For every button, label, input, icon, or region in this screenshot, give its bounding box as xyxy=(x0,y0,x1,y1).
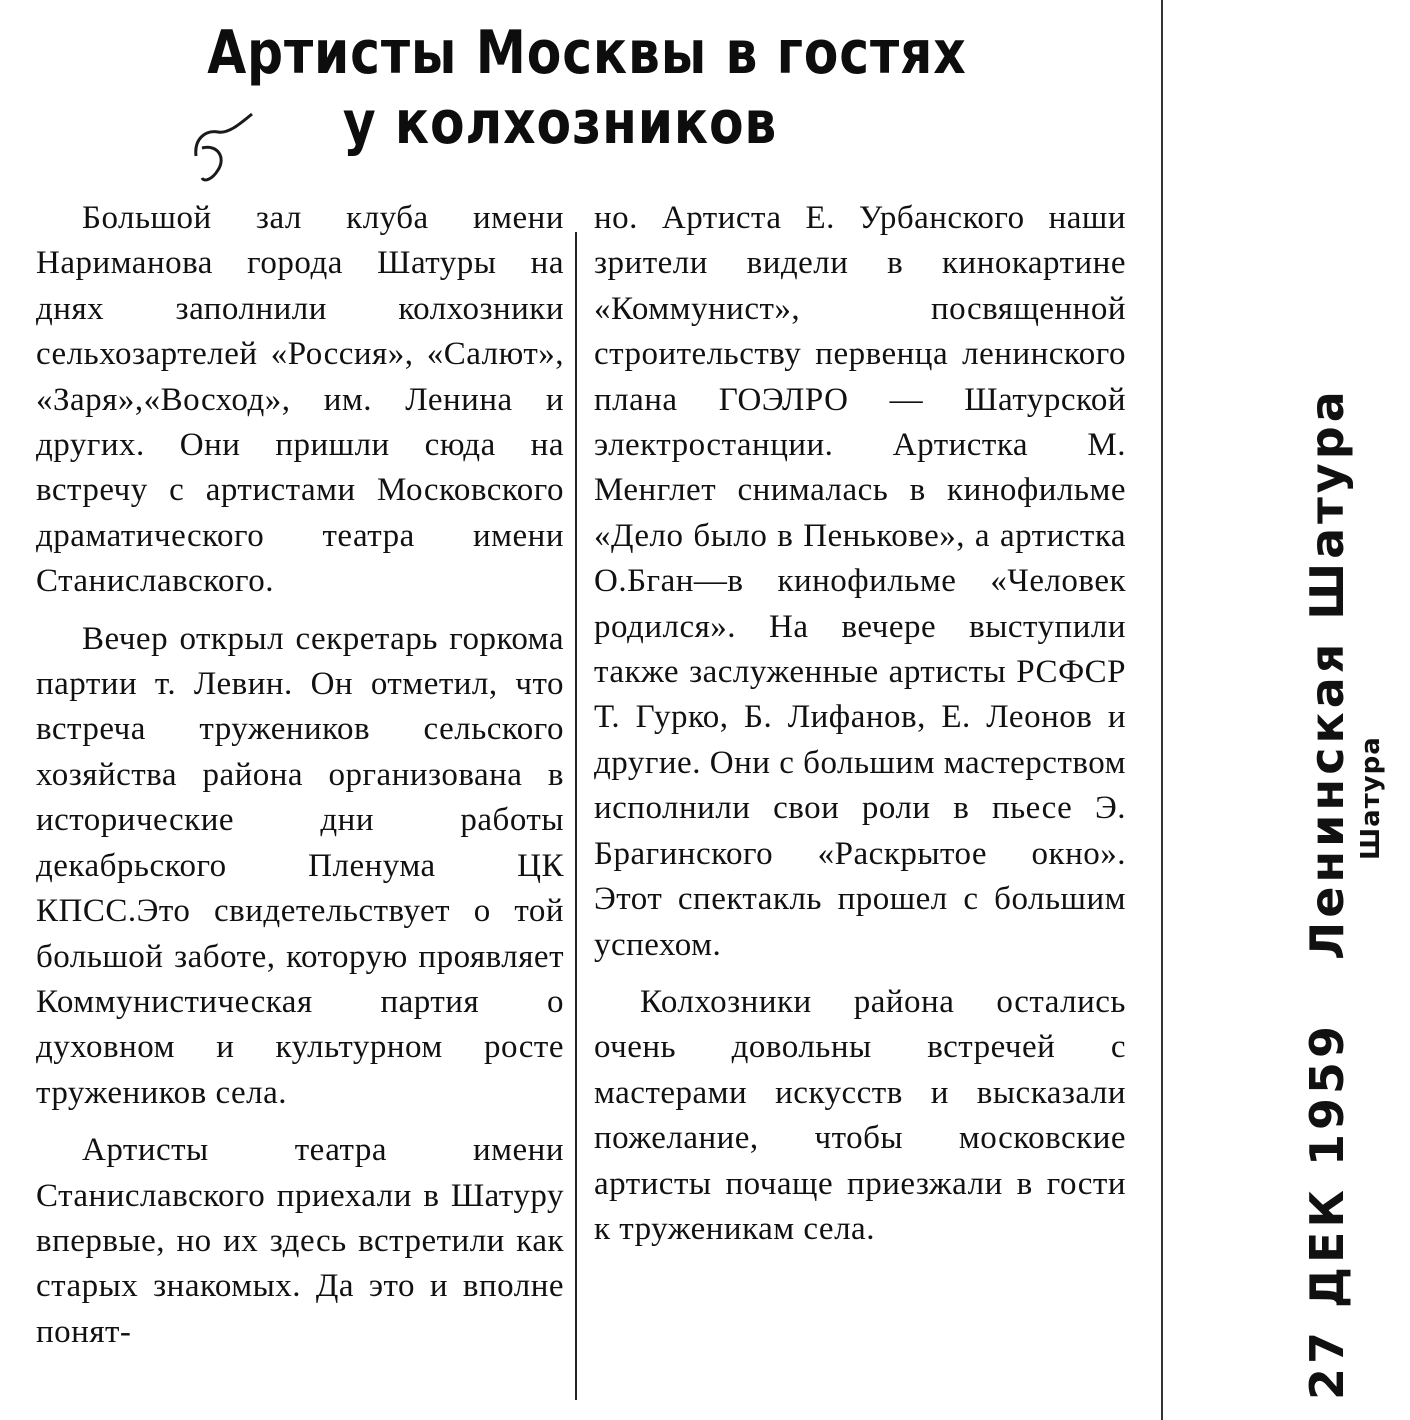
handwritten-mark xyxy=(188,108,268,188)
paragraph-3-continuation: но. Артиста Е. Урбанского наши зрители видели в кинокартине «Коммунист», посвященной строительству первенца ленинского плана ГОЭЛРО — Шатурской электростанции. Артистка М. Менглет снималась в кинофильме «Дело было в Пенькове», а артистка О.Бган—в кинофильме «Человек родился». На вечере выступили также заслуженные артисты РСФСР Т. Гурко, Б. Лифанов, Е. Леонов и другие. Они с большим мастерством исполнили свои роли в пьесе Э. Брагинского «Раскрытое окно». Этот спектакль прошел с большим успехом. xyxy=(594,200,1126,963)
headline-line-2: у колхозников xyxy=(342,88,778,158)
clipping-edge xyxy=(1161,0,1163,1420)
stamp-main-line xyxy=(1300,387,1354,1400)
headline xyxy=(207,18,967,158)
paragraph-1: Большой зал клуба имени Нариманова города Шатуры на днях заполнили колхозники сельхозартелей «Россия», «Салют», «Заря»,«Восход», им. Ленина и других. Они пришли сюда на встречу с артистами Московского драматического театра имени Станиславского. xyxy=(36,200,564,600)
archive-stamp xyxy=(1300,0,1410,1400)
headline-line-1: Артисты Москвы в гостях xyxy=(207,18,967,88)
article-right-column xyxy=(594,196,1126,1264)
stamp-date: 27 ДЕК 1959 xyxy=(1300,1021,1354,1400)
column-divider xyxy=(575,232,577,1400)
stamp-secondary-line xyxy=(1356,736,1386,1400)
article-left-column xyxy=(36,196,564,1367)
stamp-newspaper: Ленинская Шатура xyxy=(1300,387,1354,960)
paragraph-2: Вечер открыл секретарь горкома партии т. Левин. Он отметил, что встреча тружеников сельского хозяйства района организована в исторические дни работы декабрьского Пленума ЦК КПСС.Это свидетельствует о той большой заботе, которую проявляет Коммунистическая партия о духовном и культурном росте тружеников села. xyxy=(36,620,564,1111)
paragraph-3: Артисты театра имени Станиславского приехали в Шатуру впервые, но их здесь встретили как старых знакомых. Да это и вполне понят- xyxy=(36,1132,564,1350)
paragraph-4: Колхозники района остались очень довольны встречей с мастерами искусств и высказали пожелание, чтобы московские артисты почаще приезжали в гости к труженикам села. xyxy=(594,983,1126,1247)
stamp-partial-text: Шатура xyxy=(1356,736,1386,860)
